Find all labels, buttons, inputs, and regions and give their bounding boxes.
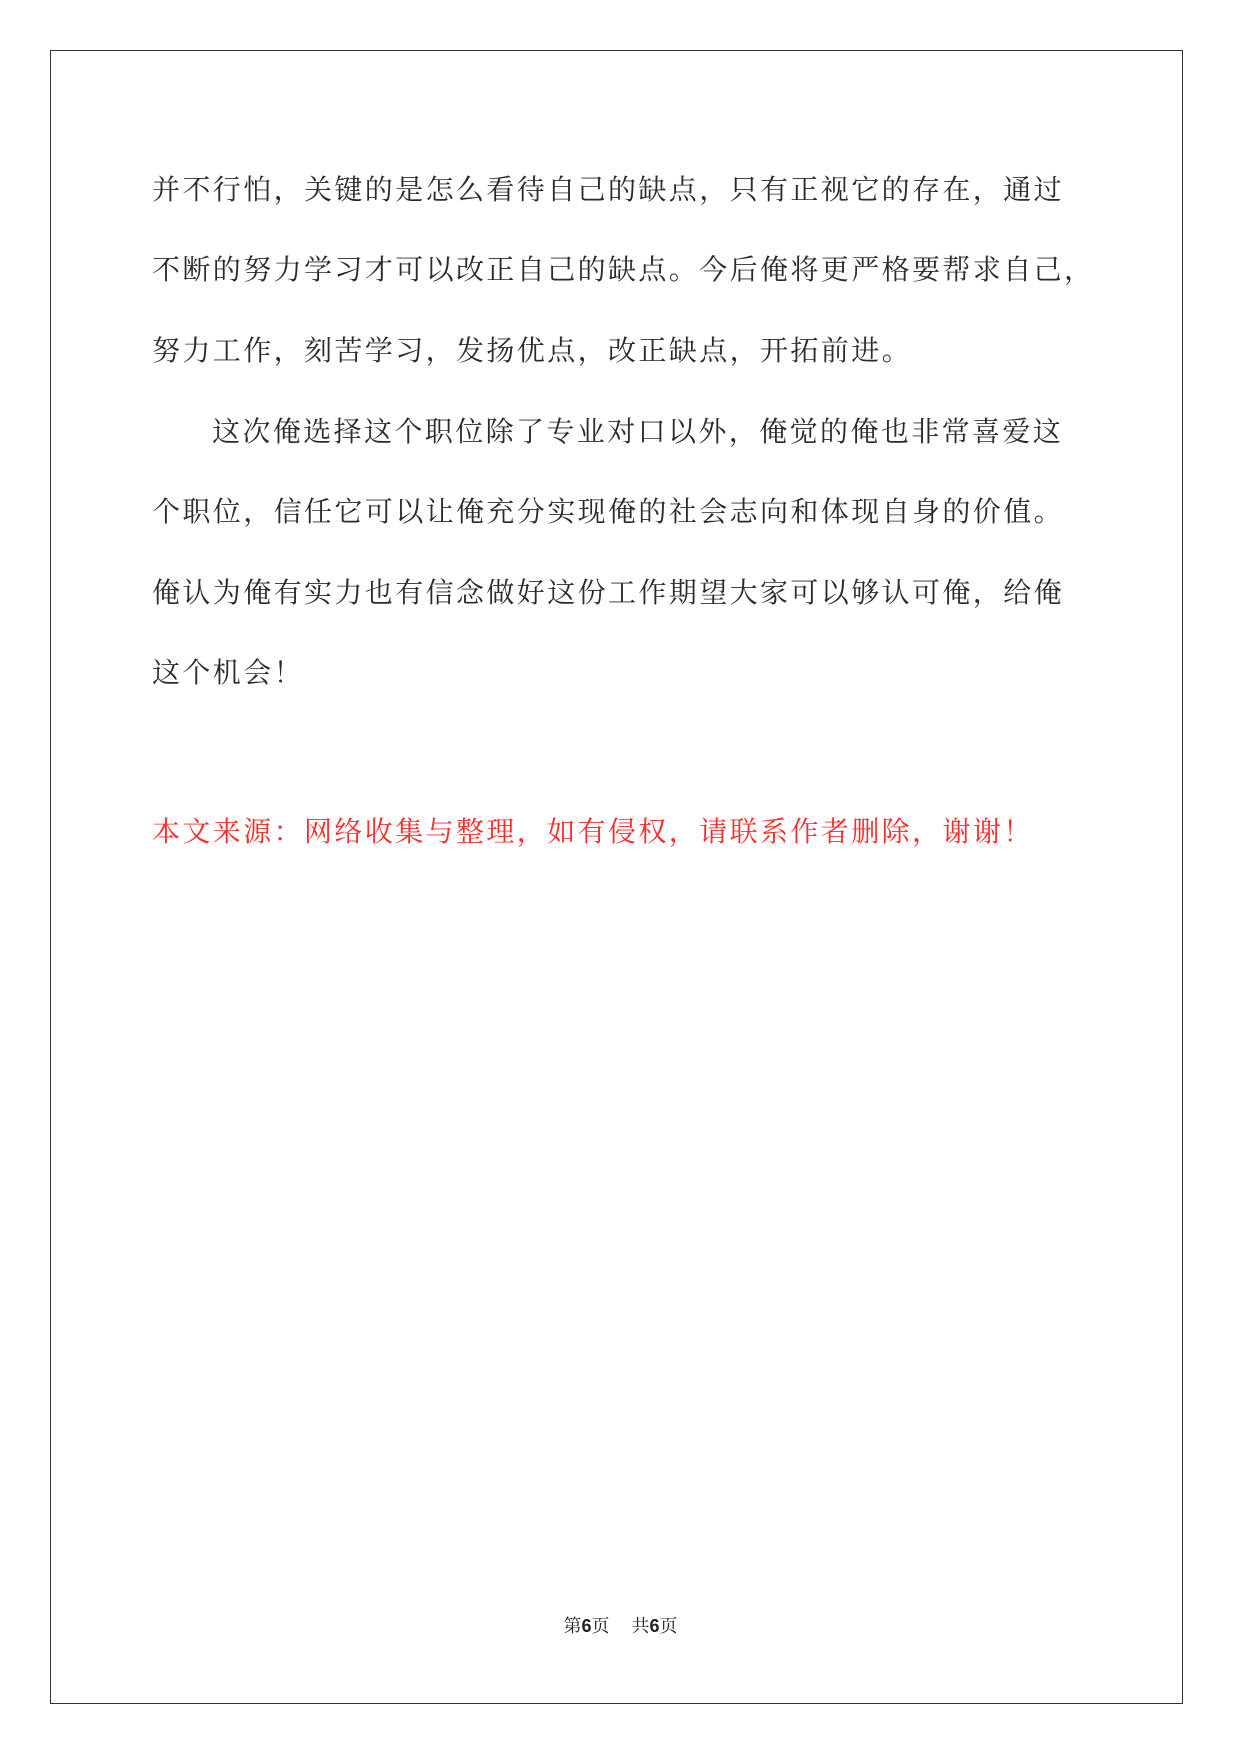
page-border [50,50,1183,1704]
paragraph-line-4: 这次俺选择这个职位除了专业对口以外，俺觉的俺也非常喜爱这 [212,415,1064,448]
footer-total-suffix: 页 [659,1616,678,1637]
paragraph-line-2: 不断的努力学习才可以改正自己的缺点。今后俺将更严格要帮求自己， [152,253,1095,286]
footer-page-prefix: 第 [563,1616,582,1637]
page-footer [0,1614,1241,1639]
paragraph-line-6: 俺认为俺有实力也有信念做好这份工作期望大家可以够认可俺，给俺 [152,576,1065,609]
paragraph-line-7: 这个机会！ [152,656,305,689]
paragraph-line-1: 并不行怕，关键的是怎么看待自己的缺点，只有正视它的存在，通过 [152,173,1065,206]
paragraph-line-3: 努力工作，刻苦学习，发扬优点，改正缺点，开拓前进。 [152,334,913,367]
footer-page-number: 6 [581,1616,592,1636]
footer-page-suffix: 页 [591,1616,610,1637]
footer-total-pages: 6 [649,1616,660,1636]
paragraph-line-5: 个职位，信任它可以让俺充分实现俺的社会志向和体现自身的价值。 [152,495,1065,528]
footer-total-prefix: 共 [631,1616,650,1637]
source-disclaimer: 本文来源：网络收集与整理，如有侵权，请联系作者删除，谢谢！ [152,815,1034,848]
